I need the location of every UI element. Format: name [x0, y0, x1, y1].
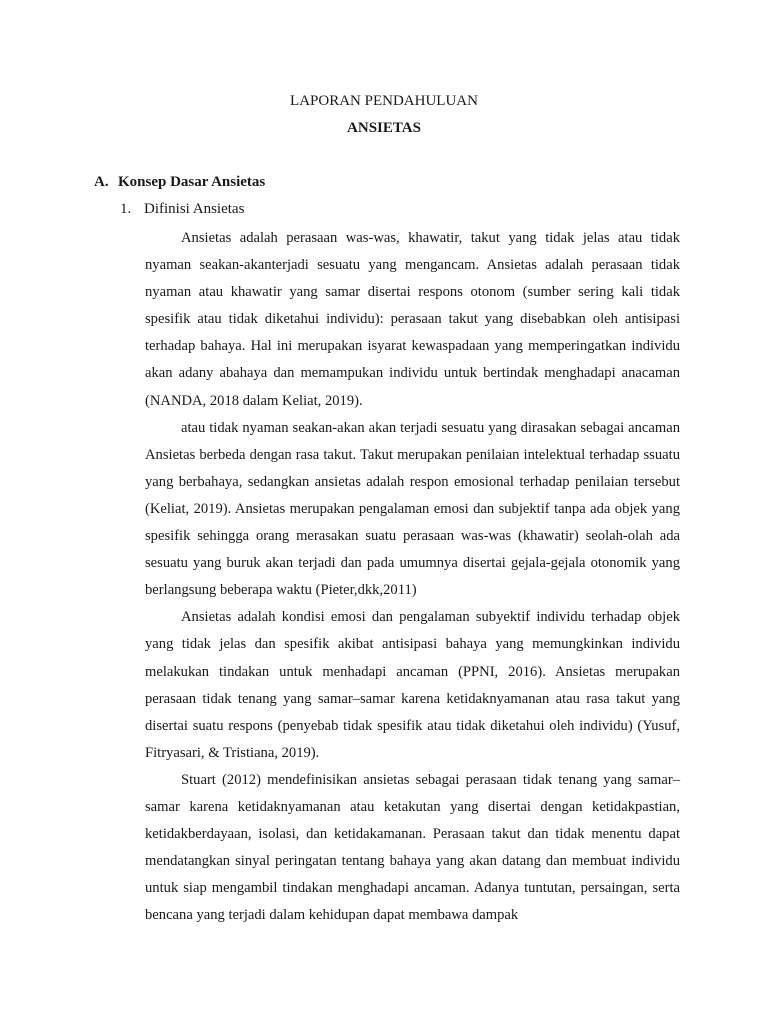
subsection-heading: [120, 201, 244, 218]
paragraph: atau tidak nyaman seakan-akan akan terjadi sesuatu yang dirasakan sebagai ancaman Ansietas berbeda dengan rasa takut. Takut merupakan penilaian intelektual terhadap ssuatu yang berbahaya, sedangkan ansietas adalah respon emosional terhadap penilaian tersebut (Keliat, 2019). Ansietas merupakan pengalaman emosi dan subjektif tanpa ada objek yang spesifik sehingga orang merasakan suatu perasaan was-was (khawatir) seolah-olah ada sesuatu yang buruk akan terjadi dan pada umumnya disertai gejala-gejala otonomik yang berlangsung beberapa waktu (Pieter,dkk,2011): [145, 419, 680, 599]
paragraph: Ansietas adalah kondisi emosi dan pengalaman subyektif individu terhadap objek yang tidak jelas dan spesifik akibat antisipasi bahaya yang memungkinkan individu melakukan tindakan untuk menhadapi ancaman (PPNI, 2016). Ansietas merupakan perasaan tidak tenang yang samar–samar karena ketidaknyamanan atau rasa takut yang disertai suatu respons (penyebab tidak spesifik atau tidak diketahui oleh individu) (Yusuf, Fitryasari, & Tristiana, 2019).: [145, 609, 680, 761]
body-text: [145, 225, 680, 929]
subsection-number: 1.: [120, 201, 132, 217]
paragraph: Ansietas adalah perasaan was-was, khawatir, takut yang tidak jelas atau tidak nyaman seakan-akanterjadi sesuatu yang mengancam. Ansietas adalah perasaan tidak nyaman atau khawatir yang samar disertai respons otonom (sumber sering kali tidak spesifik atau tidak diketahui individu): perasaan takut yang disebabkan oleh antisipasi terhadap bahaya. Hal ini merupakan isyarat kewaspadaan yang memperingatkan individu akan adany abahaya dan memampukan individu untuk bertindak menghadapi anacaman (NANDA, 2018 dalam Keliat, 2019).: [145, 230, 680, 409]
section-heading: [94, 174, 265, 191]
document-subtitle: ANSIETAS: [347, 120, 421, 136]
section-letter: A.: [94, 174, 109, 190]
document-title: LAPORAN PENDAHULUAN: [290, 93, 478, 109]
paragraph: Stuart (2012) mendefinisikan ansietas sebagai perasaan tidak tenang yang samar–samar karena ketidaknyamanan atau ketakutan yang disertai dengan ketidakpastian, ketidakberdayaan, isolasi, dan ketidakamanan. Perasaan takut dan tidak menentu dapat mendatangkan sinyal peringatan tentang bahaya yang akan datang dan membuat individu untuk siap mengambil tindakan menghadapi ancaman. Adanya tuntutan, persaingan, serta bencana yang terjadi dalam kehidupan dapat membawa dampak: [145, 771, 680, 924]
subsection-title: Difinisi Ansietas: [144, 201, 245, 217]
section-title: Konsep Dasar Ansietas: [118, 174, 266, 190]
